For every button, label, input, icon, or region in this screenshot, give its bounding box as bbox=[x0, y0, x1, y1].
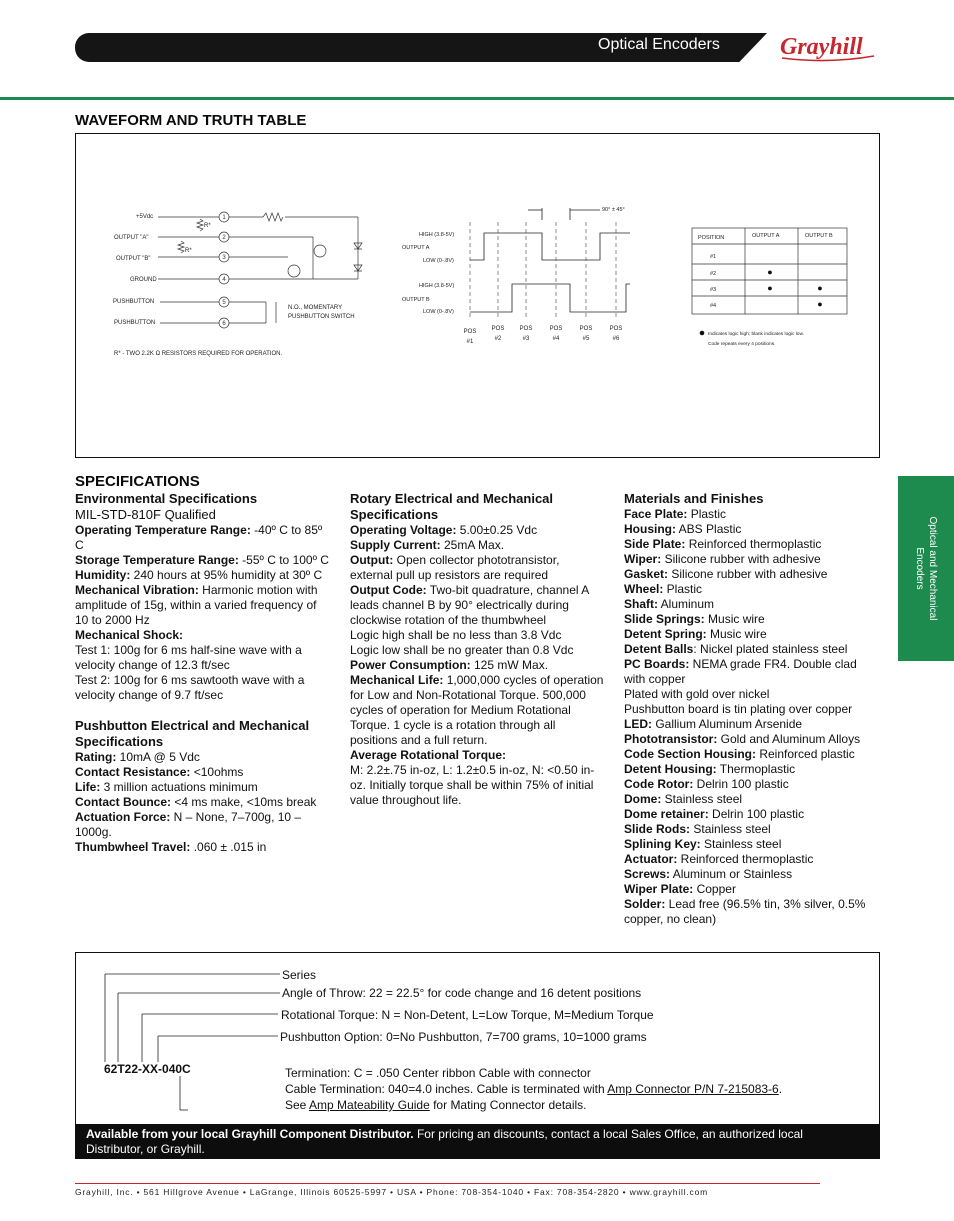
shock-line: Test 2: 100g for 6 ms sawtooth wave with a velocity change of 9.7 ft/sec bbox=[75, 673, 305, 702]
pos-6-top: POS bbox=[609, 326, 623, 332]
material-row: Wiper: Silicone rubber with adhesive bbox=[624, 552, 821, 566]
pos-4-bottom: #4 bbox=[552, 336, 560, 342]
material-row: Slide Springs: Music wire bbox=[624, 612, 765, 626]
pb-spec-row: Thumbwheel Travel: .060 ± .015 in bbox=[75, 840, 267, 854]
pos-1-bottom: #1 bbox=[466, 339, 474, 345]
tt-row-2-a: ● bbox=[767, 267, 773, 277]
part-angle: Angle of Throw: 22 = 22.5° for code change and 16 detent positions bbox=[282, 986, 642, 1000]
material-row: PC Boards: NEMA grade FR4. Double clad with copper bbox=[624, 657, 857, 686]
env-spec-row: Operating Temperature Range: -40º C to 85º C bbox=[75, 523, 323, 552]
pin-3: 3 bbox=[222, 255, 226, 261]
r2-label: R* bbox=[185, 248, 192, 254]
material-row: Splining Key: Stainless steel bbox=[624, 837, 782, 851]
material-row: Dome retainer: Delrin 100 plastic bbox=[624, 807, 805, 821]
materials-column bbox=[624, 491, 880, 927]
switch-label-1: N.O., MOMENTARY bbox=[288, 305, 343, 311]
material-row: Code Rotor: Delrin 100 plastic bbox=[624, 777, 789, 791]
low-a-label: LOW (0-.8V) bbox=[423, 258, 454, 264]
env-spec-row: Humidity: 240 hours at 95% humidity at 30º C bbox=[75, 568, 323, 582]
tt-row-2-pos: #2 bbox=[710, 271, 717, 277]
material-row: Dome: Stainless steel bbox=[624, 792, 743, 806]
timing-diagram bbox=[400, 200, 640, 350]
material-row: Side Plate: Reinforced thermoplastic bbox=[624, 537, 822, 551]
part-number: 62T22-XX-040C bbox=[104, 1062, 191, 1076]
ground-label: GROUND bbox=[130, 277, 157, 283]
part-termination: Termination: C = .050 Center ribbon Cable with connector bbox=[285, 1066, 591, 1080]
rot-spec-row: Power Consumption: 125 mW Max. bbox=[350, 658, 549, 672]
env-spec-column bbox=[75, 491, 333, 855]
low-b-label: LOW (0-.8V) bbox=[423, 309, 454, 315]
material-row: Plated with gold over nickel bbox=[624, 687, 770, 701]
output-b-label: OUTPUT B bbox=[402, 297, 430, 303]
shock-line: Test 1: 100g for 6 ms half-sine wave with a velocity change of 12.3 ft/sec bbox=[75, 643, 302, 672]
distributor-bar bbox=[76, 1124, 880, 1159]
footer-address: Grayhill, Inc. • 561 Hillgrove Avenue • LaGrange, Illinois 60525-5997 • USA • Phone: 708-354-1040 • Fax: 708-354-2820 • www.grayhill.com bbox=[75, 1187, 709, 1197]
tt-row-3-b: ● bbox=[817, 283, 823, 293]
pos-3-bottom: #3 bbox=[522, 336, 530, 342]
pb-spec-row: Rating: 10mA @ 5 Vdc bbox=[75, 750, 200, 764]
material-row: Pushbutton board is tin plating over copper bbox=[624, 702, 853, 716]
material-row: Housing: ABS Plastic bbox=[624, 522, 742, 536]
material-row: Gasket: Silicone rubber with adhesive bbox=[624, 567, 828, 581]
tt-row-1-pos: #1 bbox=[710, 254, 717, 260]
pb-spec-row: Life: 3 million actuations minimum bbox=[75, 780, 258, 794]
high-b-label: HIGH (3.8-5V) bbox=[419, 283, 455, 289]
output-a-label: OUTPUT "A" bbox=[114, 235, 149, 241]
material-row: Wheel: Plastic bbox=[624, 582, 703, 596]
pin-1: 1 bbox=[222, 215, 226, 221]
specs-heading: SPECIFICATIONS bbox=[75, 473, 200, 490]
rot-spec-row: Mechanical Life: 1,000,000 cycles of operation for Low and Non-Rotational Torque. 500,000 cycles of operation for Medium Rotational Torque. 1 cycle is a rotation through all positions and a full return. bbox=[350, 673, 604, 747]
material-row: Wiper Plate: Copper bbox=[624, 882, 736, 896]
env-spec-row: Mechanical Shock: bbox=[75, 628, 184, 642]
pos-4-top: POS bbox=[549, 326, 563, 332]
materials-title: Materials and Finishes bbox=[624, 491, 764, 506]
green-divider bbox=[0, 97, 954, 100]
waveform-heading: WAVEFORM AND TRUTH TABLE bbox=[75, 112, 307, 129]
pos-5-top: POS bbox=[579, 326, 593, 332]
pb-spec-row: Contact Bounce: <4 ms make, <10ms break bbox=[75, 795, 317, 809]
env-spec-row: Mechanical Vibration: Harmonic motion with amplitude of 15g, within a varied frequency of 10 to 2000 Hz bbox=[75, 583, 318, 627]
tt-header-output-a: OUTPUT A bbox=[752, 233, 780, 239]
pushbutton-spec-title: Pushbutton Electrical and Mechanical Specifications bbox=[75, 718, 310, 749]
distributor-text: Available from your local Grayhill Component Distributor. For pricing an discounts, contact a local Sales Office, an authorized local Distributor, or Grayhill. bbox=[86, 1127, 803, 1156]
grayhill-logo bbox=[778, 30, 880, 66]
material-row: Screws: Aluminum or Stainless bbox=[624, 867, 793, 881]
pos-5-bottom: #5 bbox=[582, 336, 590, 342]
truth-table bbox=[690, 226, 850, 351]
pin-6: 6 bbox=[222, 321, 226, 327]
tt-note-1: Indicates logic high; blank indicates logic low. bbox=[708, 332, 804, 337]
logo-text: Grayhill bbox=[780, 34, 863, 60]
r1-label: R* bbox=[204, 223, 211, 229]
high-a-label: HIGH (3.8-5V) bbox=[419, 232, 455, 238]
part-series: Series bbox=[282, 968, 317, 982]
material-row: Detent Balls: Nickel plated stainless steel bbox=[624, 642, 848, 656]
pos-2-top: POS bbox=[491, 326, 505, 332]
part-pushbutton: Pushbutton Option: 0=No Pushbutton, 7=700 grams, 10=1000 grams bbox=[280, 1030, 647, 1044]
pin-4: 4 bbox=[222, 277, 226, 283]
rot-spec-row: M: 2.2±.75 in-oz, L: 1.2±0.5 in-oz, N: <0.50 in-oz. Initially torque shall be within 75% of initial value throughout life. bbox=[350, 763, 595, 807]
tt-row-3-pos: #3 bbox=[710, 287, 717, 293]
env-spec-row: Storage Temperature Range: -55º C to 100º C bbox=[75, 553, 329, 567]
logic-high-dot-icon bbox=[700, 331, 705, 336]
pin-2: 2 bbox=[222, 235, 226, 241]
side-tab[interactable] bbox=[898, 476, 954, 661]
pos-2-bottom: #2 bbox=[494, 336, 502, 342]
rotary-spec-title: Rotary Electrical and Mechanical Specifications bbox=[350, 491, 554, 522]
tt-row-3-a: ● bbox=[767, 283, 773, 293]
part-see-guide: See Amp Mateability Guide for Mating Connector details. bbox=[285, 1098, 587, 1112]
rot-spec-row: Operating Voltage: 5.00±0.25 Vdc bbox=[350, 523, 538, 537]
part-torque: Rotational Torque: N = Non-Detent, L=Low Torque, M=Medium Torque bbox=[281, 1008, 654, 1022]
env-spec-std: MIL-STD-810F Qualified bbox=[75, 507, 216, 522]
material-row: Slide Rods: Stainless steel bbox=[624, 822, 771, 836]
env-spec-title: Environmental Specifications bbox=[75, 491, 258, 506]
schematic-diagram bbox=[108, 205, 380, 365]
pushbutton-label-2: PUSHBUTTON bbox=[114, 320, 156, 326]
pos-1-top: POS bbox=[463, 329, 477, 335]
amp-connector-link[interactable]: Amp Connector P/N 7-215083-6 bbox=[607, 1082, 779, 1096]
material-row: Face Plate: Plastic bbox=[624, 507, 727, 521]
material-row: Detent Spring: Music wire bbox=[624, 627, 767, 641]
material-row: Detent Housing: Thermoplastic bbox=[624, 762, 796, 776]
material-row: Shaft: Aluminum bbox=[624, 597, 715, 611]
pb-spec-row: Actuation Force: N – None, 7–700g, 10 – 1000g. bbox=[75, 810, 302, 839]
material-row: Solder: Lead free (96.5% tin, 3% silver, 0.5% copper, no clean) bbox=[624, 897, 866, 926]
rot-spec-row: Logic low shall be no greater than 0.8 Vdc bbox=[350, 643, 574, 657]
material-row: Actuator: Reinforced thermoplastic bbox=[624, 852, 814, 866]
pos-6-bottom: #6 bbox=[612, 336, 620, 342]
rot-spec-row: Output: Open collector phototransistor, external pull up resistors are required bbox=[350, 553, 560, 582]
switch-label-2: PUSHBUTTON SWITCH bbox=[288, 314, 355, 320]
tt-row-4-pos: #4 bbox=[710, 303, 717, 309]
material-row: Phototransistor: Gold and Aluminum Alloys bbox=[624, 732, 861, 746]
output-a-label: OUTPUT A bbox=[402, 245, 430, 251]
resistor-note: R* - TWO 2.2K Ω RESISTORS REQUIRED FOR OPERATION. bbox=[114, 351, 283, 357]
footer-rule bbox=[75, 1183, 820, 1184]
pin-5: 5 bbox=[222, 300, 226, 306]
tt-header-output-b: OUTPUT B bbox=[805, 233, 833, 239]
output-b-label: OUTPUT "B" bbox=[116, 256, 151, 262]
rot-spec-row: Output Code: Two-bit quadrature, channel A leads channel B by 90° electrically during clockwise rotation of the thumbwheel bbox=[350, 583, 589, 627]
pushbutton-label-1: PUSHBUTTON bbox=[113, 299, 155, 305]
tt-header-position: POSITION bbox=[698, 235, 725, 241]
side-tab-label: Optical and Mechanical Encoders bbox=[914, 516, 938, 621]
material-row: LED: Gallium Aluminum Arsenide bbox=[624, 717, 803, 731]
tt-row-4-b: ● bbox=[817, 299, 823, 309]
pos-3-top: POS bbox=[519, 326, 533, 332]
pb-spec-row: Contact Resistance: <10ohms bbox=[75, 765, 244, 779]
vdc-label: +5Vdc bbox=[136, 214, 154, 220]
rot-spec-row: Average Rotational Torque: bbox=[350, 748, 507, 762]
rotary-spec-column bbox=[350, 491, 605, 808]
part-cable-termination: Cable Termination: 040=4.0 inches. Cable is terminated with Amp Connector P/N 7-215083-6. bbox=[285, 1082, 783, 1096]
page-title: Optical Encoders bbox=[598, 36, 720, 53]
part-number-leaders bbox=[100, 960, 300, 1125]
amp-mateability-link[interactable]: Amp Mateability Guide bbox=[309, 1098, 430, 1112]
rot-spec-row: Supply Current: 25mA Max. bbox=[350, 538, 505, 552]
material-row: Code Section Housing: Reinforced plastic bbox=[624, 747, 855, 761]
tt-note-2: Code repeats every 4 positions. bbox=[708, 342, 776, 347]
rot-spec-row: Logic high shall be no less than 3.8 Vdc bbox=[350, 628, 562, 642]
phase-label: 90° ± 45° bbox=[602, 207, 625, 213]
